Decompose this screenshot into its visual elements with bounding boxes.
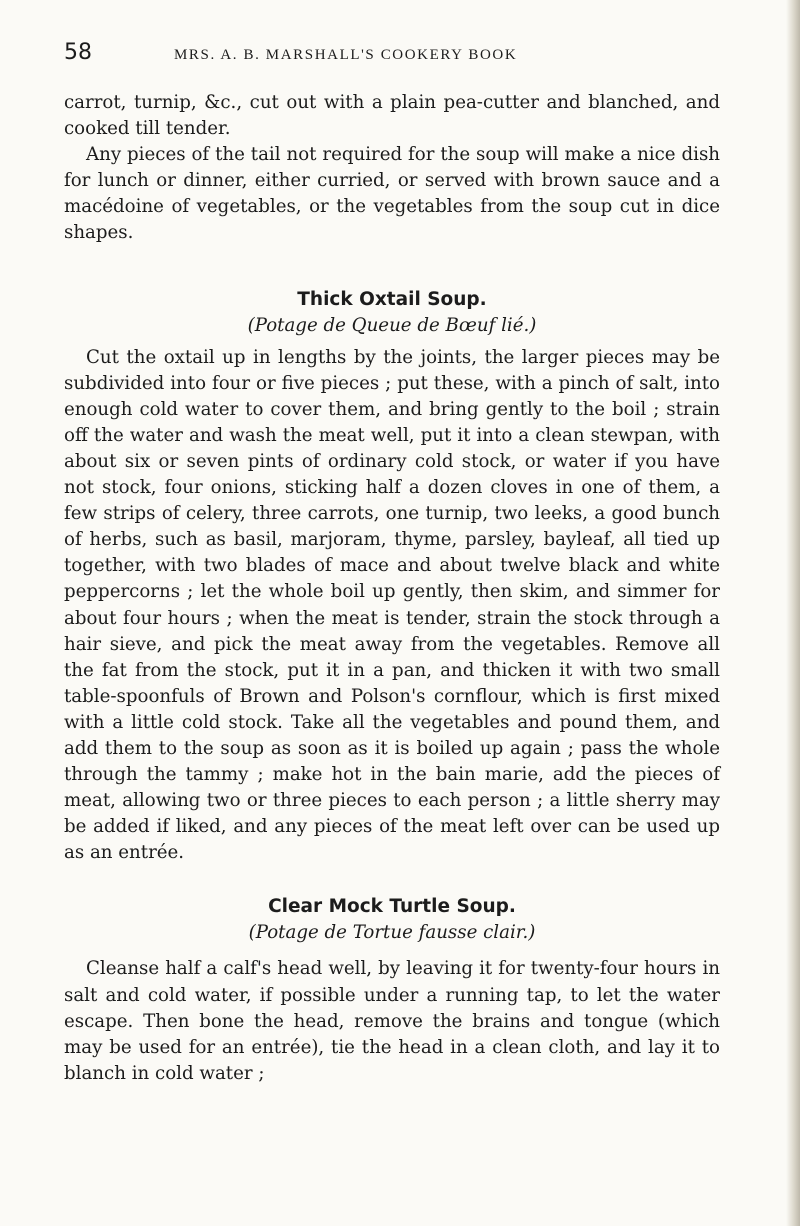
page-number: 58 <box>64 40 92 65</box>
leftover-tail-paragraph: Any pieces of the tail not required for the soup will make a nice dish for lunch or dinner, either curried, or served with brown sauce and a macédoine of vegetables, or the vegetables from the soup cut in dice shapes. <box>64 144 720 244</box>
recipe-subtitle-thick-oxtail: (Potage de Queue de Bœuf lié.) <box>247 314 537 336</box>
book-page <box>64 40 720 1087</box>
recipe-subtitle-clear-mock-turtle: (Potage de Tortue fausse clair.) <box>248 922 536 944</box>
running-title: MRS. A. B. MARSHALL'S COOKERY BOOK <box>174 47 518 63</box>
recipe-body-clear-mock-turtle: Cleanse half a calf's head well, by leaving it for twenty-four hours in salt and cold water, if possible under a running tap, to let the water escape. Then bone the head, remove the brains and tongue (which may be used for an entrée), tie the head in a clean cloth, and lay it to blanch in cold water ; <box>64 958 720 1084</box>
recipe-title-clear-mock-turtle: Clear Mock Turtle Soup. <box>268 896 516 918</box>
running-head <box>64 40 720 74</box>
page-edge-shadow <box>786 0 800 1226</box>
continuation-paragraph: carrot, turnip, &c., cut out with a plain pea-cutter and blanched, and cooked till tender. <box>64 92 720 140</box>
recipe-title-thick-oxtail: Thick Oxtail Soup. <box>297 288 487 310</box>
recipe-body-thick-oxtail: Cut the oxtail up in lengths by the joints, the larger pieces may be subdivided into four or five pieces ; put these, with a pinch of salt, into enough cold water to cover them, and bring gently to the boil ; strain off the water and wash the meat well, put it into a clean stewpan, with about six or seven pints of ordinary cold stock, or water if you have not stock, four onions, sticking half a dozen cloves in one of them, a few strips of celery, three carrots, one turnip, two leeks, a good bunch of herbs, such as basil, marjoram, thyme, parsley, bayleaf, all tied up together, with two blades of mace and about twelve black and white peppercorns ; let the whole boil up gently, then skim, and simmer for about four hours ; when the meat is tender, strain the stock through a hair sieve, and pick the meat away from the vegetables. Remove all the fat from the stock, put it in a pan, and thicken it with two small table-spoonfuls of Brown and Polson's cornflour, which is first mixed with a little cold stock. Take all the vegetables and pound them, and add them to the soup as soon as it is boiled up again ; pass the whole through the tammy ; make hot in the bain marie, add the pieces of meat, allowing two or three pieces to each person ; a little sherry may be added if liked, and any pieces of the meat left over can be used up as an entrée. <box>64 346 720 864</box>
